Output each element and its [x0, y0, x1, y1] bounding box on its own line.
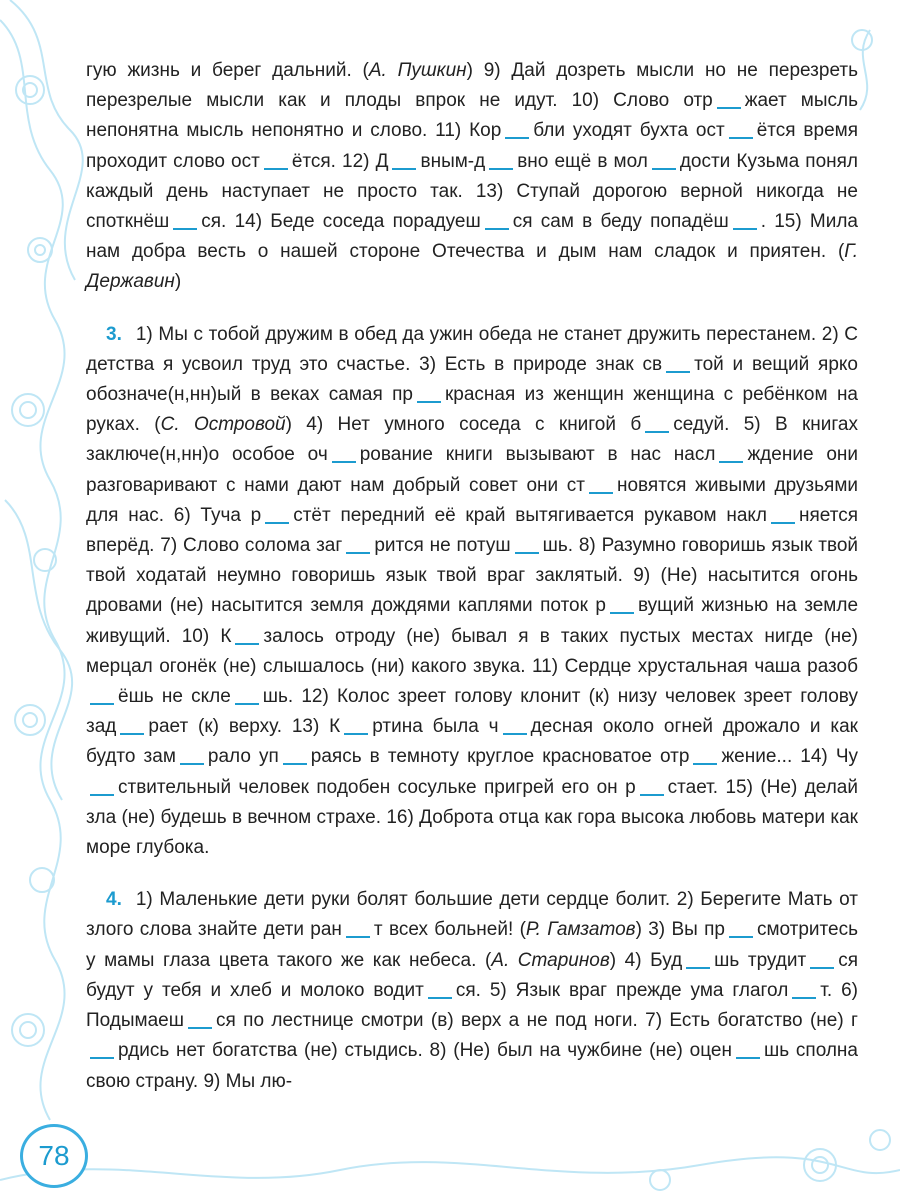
blank-line [505, 137, 529, 139]
text-segment: ся по лестнице смотри (в) верх а не под ноги. 7) Есть богатство (не) г [216, 1010, 858, 1032]
text-segment: няется вперёд. 7) Слово солома заг [86, 504, 858, 557]
page-number: 78 [20, 1124, 88, 1188]
blank-line [666, 371, 690, 373]
paragraph-continuation [86, 56, 858, 298]
text-segment: стает. 15) (Не) делай зла (не) будешь в вечном страхе. 16) Доброта отца как гора высока любовь матери как море глубока. [86, 776, 858, 859]
blank-line [717, 107, 741, 109]
text-segment: гую жизнь и берег дальний. ( [86, 60, 369, 81]
blank-line [188, 1027, 212, 1029]
author-name: А. Пушкин [368, 60, 467, 81]
blank-line [180, 763, 204, 765]
text-segment: шь. 8) Разумно говоришь язык твой твой ходатай неумно говоришь язык твой враг заклятый. 9) (Не) насытится огонь дровами (не) насытится земля дождями каплями поток р [86, 535, 859, 617]
blank-line [652, 168, 676, 170]
text-segment: ётся. 12) Д [291, 150, 389, 172]
exercise-3 [86, 320, 858, 864]
blank-line [693, 763, 717, 765]
blank-line [719, 461, 743, 463]
blank-line [485, 228, 509, 230]
text-segment: ) [174, 271, 182, 293]
blank-line [771, 522, 795, 524]
author-name: Г. Державин [86, 241, 858, 293]
text-segment: вущий жизнью на земле живущий. 10) К [86, 595, 859, 647]
text-segment: ся будут у тебя и хлеб и молоко водит [86, 949, 858, 1001]
blank-line [417, 401, 441, 403]
blank-line [503, 733, 527, 735]
author-name: С. Островой [160, 414, 286, 436]
blank-line [120, 733, 144, 735]
blank-line [344, 733, 368, 735]
blank-line [489, 168, 513, 170]
blank-line [235, 703, 259, 705]
blank-line [392, 168, 416, 170]
text-segment: шь трудит [714, 949, 807, 971]
exercise-number: 3. [106, 323, 122, 345]
blank-line [265, 522, 289, 524]
text-segment: ртина была ч [372, 716, 499, 738]
text-segment: ся. 5) Язык враг прежде ума глагол [455, 979, 789, 1001]
text-segment: рает (к) верху. 13) К [148, 716, 341, 738]
blank-line [610, 612, 634, 614]
text-segment: десная около огней дрожало и как будто зам [86, 716, 858, 768]
text-segment: т. 6) Подымаеш [86, 979, 858, 1032]
text-segment: ждение они разговаривают с нами дают нам добрый совет они ст [86, 444, 858, 496]
text-segment: раясь в темноту круглое красноватое отр [310, 746, 690, 768]
blank-line [810, 967, 834, 969]
blank-line [346, 552, 370, 554]
text-segment: . 15) Мила нам добра весть о нашей стороне Отечества и дым нам сладок и приятен. ( [86, 211, 858, 263]
text-segment: дости Кузьма понял каждый день наступает не просто так. 13) Ступай дорогою верной никогда не споткнёш [86, 150, 859, 233]
text-segment: рдись нет богатства (не) стыдись. 8) (Не) был на чужбине (не) оцен [118, 1040, 732, 1062]
blank-line [515, 552, 539, 554]
text-segment: рование книги вызывают в нас насл [359, 444, 716, 466]
blank-line [686, 967, 710, 969]
blank-line [90, 1057, 114, 1059]
text-segment: залось отроду (не) бывал я в таких пустых местах нигде (не) мерцал огонёк (не) слышалось (ни) какого звука. 11) Сердце хрустальная чаша разоб [86, 625, 858, 677]
text-body [86, 56, 858, 1097]
blank-line [235, 643, 259, 645]
blank-line [264, 168, 288, 170]
text-segment: ) 9) Дай дозреть мысли но не перезреть перезрелые мысли как и плоды впрок не идут. 10) Слово отр [86, 60, 858, 112]
text-segment: рится не потуш [374, 535, 511, 557]
text-segment: ) 4) Буд [609, 949, 683, 971]
author-name: А. Старинов [491, 949, 610, 971]
exercise-4 [86, 885, 858, 1096]
blank-line [90, 794, 114, 796]
author-name: Р. Гамзатов [525, 919, 636, 941]
text-segment: рало уп [207, 746, 279, 768]
text-segment: той и вещий ярко обозначе(н,нн)ый в веках самая пр [86, 353, 858, 406]
blank-line [645, 431, 669, 433]
exercise-number: 4. [106, 889, 122, 911]
text-segment: смотритесь у мамы глаза цвета такого же как небеса. ( [86, 919, 859, 971]
text-segment: 1) Мы с тобой дружим в обед да ужин обеда не станет дружить перестанем. 2) С детства я усвоил труд это счастье. 3) Есть в природе знак св [86, 323, 858, 375]
blank-line [589, 492, 613, 494]
text-segment: ся. 14) Беде соседа порадуеш [201, 211, 481, 233]
text-segment: т всех больней! ( [373, 919, 526, 941]
text-segment: 1) Маленькие дети руки болят большие дети сердце болит. 2) Берегите Мать от злого слова знайте дети ран [86, 889, 858, 941]
text-segment: вно ещё в мол [517, 150, 648, 172]
blank-line [332, 461, 356, 463]
blank-line [792, 997, 816, 999]
text-segment: ётся время проходит слово ост [86, 120, 858, 172]
blank-line [90, 703, 114, 705]
text-segment: новятся живыми друзьями для нас. 6) Туча р [86, 474, 858, 526]
text-segment: стёт передний её край вытягивается рукавом накл [293, 504, 767, 526]
blank-line [173, 228, 197, 230]
text-segment: красная из женщин женщина с ребёнком на руках. ( [86, 384, 858, 436]
text-segment: бли уходят бухта ост [533, 120, 725, 142]
blank-line [736, 1057, 760, 1059]
text-segment: жение... 14) Чу [721, 746, 858, 768]
blank-line [729, 137, 753, 139]
text-segment: ся сам в беду попадёш [512, 211, 729, 233]
text-segment: ) 3) Вы пр [635, 919, 725, 941]
text-segment: ёшь не скле [118, 686, 231, 708]
text-segment: седуй. 5) В книгах заключе(н,нн)о особое оч [86, 414, 858, 466]
blank-line [640, 794, 664, 796]
blank-line [283, 763, 307, 765]
text-segment: ) 4) Нет умного соседа с книгой б [285, 414, 642, 436]
text-segment: шь сполна свою страну. 9) Мы лю- [86, 1040, 858, 1092]
blank-line [729, 936, 753, 938]
text-segment: шь. 12) Колос зреет голову клонит (к) низу человек зреет голову зад [86, 686, 858, 738]
text-segment: вным-д [420, 150, 486, 172]
text-segment: жает мысль непонятна мысль непонятно и слово. 11) Кор [86, 90, 858, 142]
text-segment: ствительный человек подобен сосульке пригрей его он р [118, 776, 636, 798]
blank-line [733, 228, 757, 230]
blank-line [428, 997, 452, 999]
blank-line [346, 936, 370, 938]
